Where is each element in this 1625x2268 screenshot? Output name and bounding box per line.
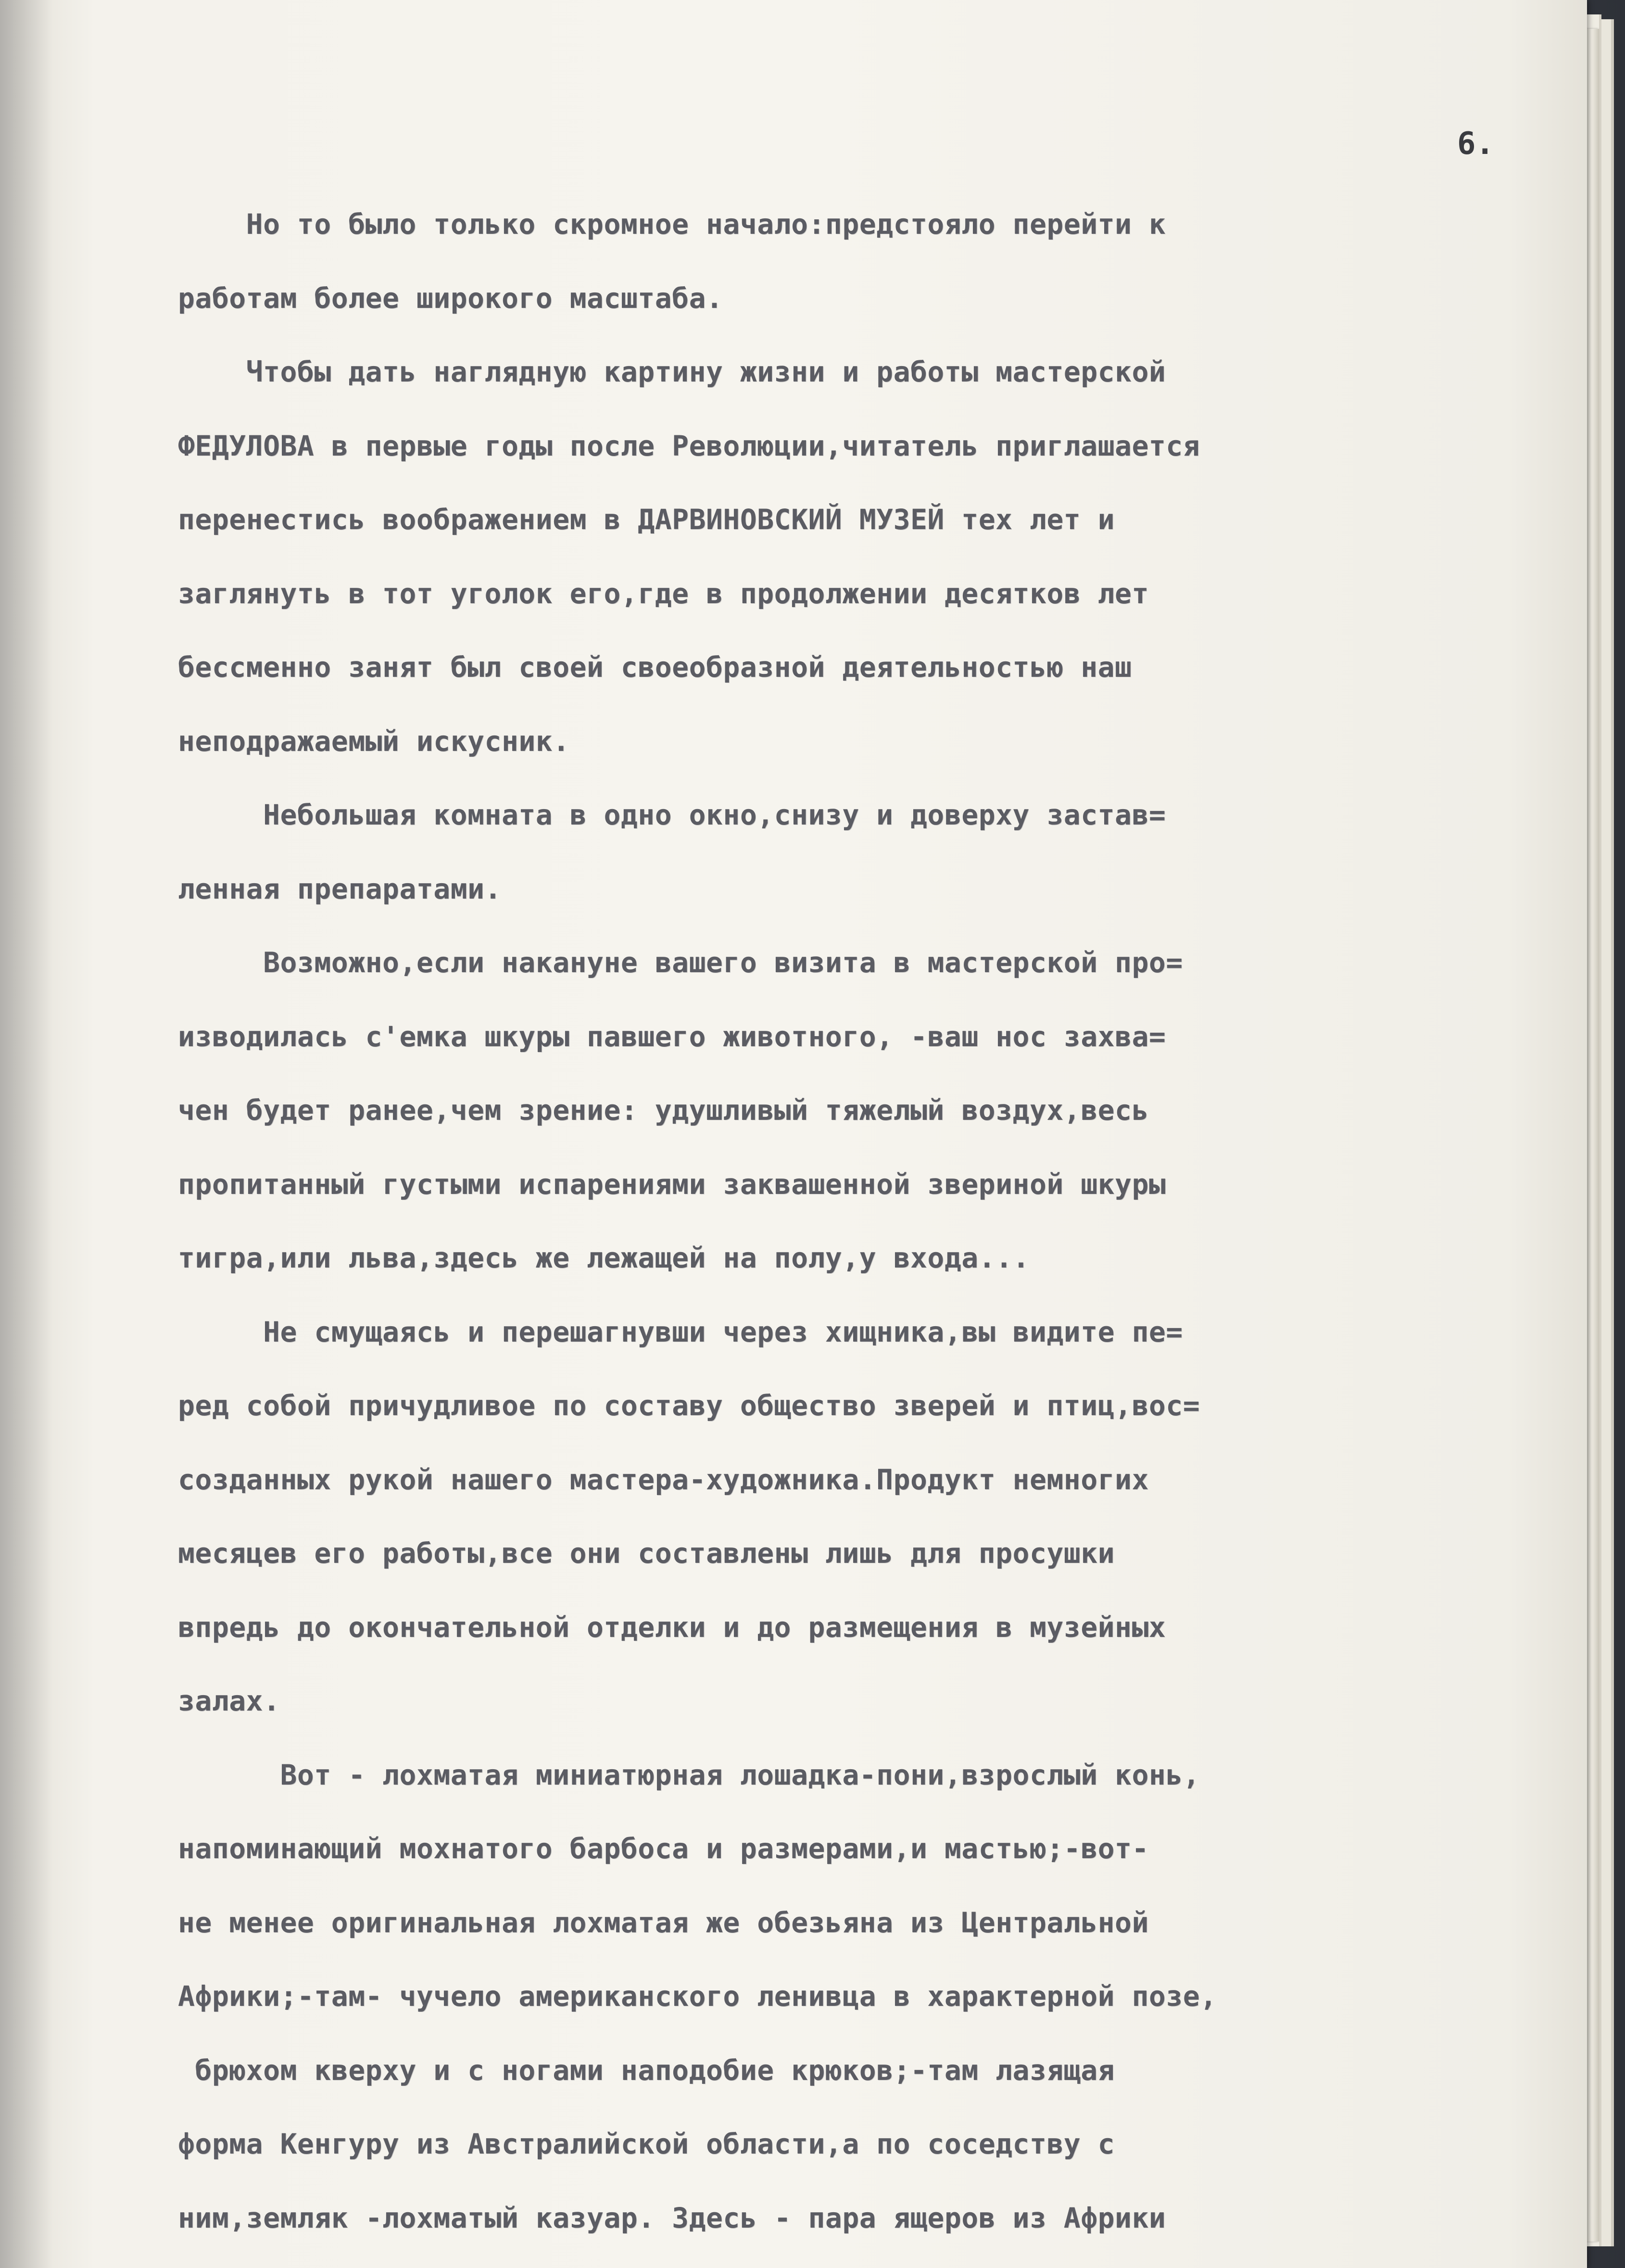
- page-number: 6.: [1457, 126, 1495, 162]
- text-line: брюхом кверху и с ногами наподобие крюков;-там лазящая: [178, 2053, 1115, 2087]
- text-line: тигра,или льва,здесь же лежащей на полу,у входа...: [178, 1242, 1030, 1274]
- text-line: Африки;-там- чучело американского ленивца в характерной позе,: [178, 1980, 1217, 2013]
- text-block: [178, 188, 1524, 2255]
- text-line: ред собой причудливое по составу общество зверей и птиц,вос=: [178, 1389, 1200, 1422]
- text-line: пропитанный густыми испарениями заквашенной звериной шкуры: [178, 1167, 1166, 1201]
- text-line: Чтобы дать наглядную картину жизни и работы мастерской: [178, 355, 1166, 388]
- text-line: ФЕДУЛОВА в первые годы после Революции,читатель приглашается: [178, 429, 1200, 462]
- text-line: созданных рукой нашего мастера-художника.Продукт немногих: [178, 1463, 1149, 1496]
- text-line: залах.: [178, 1685, 280, 1717]
- text-line: изводилась с'емка шкуры павшего животного, -ваш нос захва=: [178, 1020, 1166, 1053]
- text-line: чен будет ранее,чем зрение: удушливый тяжелый воздух,весь: [178, 1094, 1149, 1127]
- text-line: ним,земляк -лохматый казуар. Здесь - пара ящеров из Африки: [178, 2201, 1166, 2234]
- binding-shadow: [0, 0, 53, 2268]
- text-line: ленная препаратами.: [178, 872, 502, 905]
- text-line: Небольшая комната в одно окно,снизу и доверху застав=: [178, 798, 1166, 831]
- text-line: Не смущаясь и перешагнувши через хищника,вы видите пе=: [178, 1315, 1183, 1348]
- text-line: Вот - лохматая миниатюрная лошадка-пони,взрослый конь,: [178, 1758, 1200, 1791]
- text-line: месяцев его работы,все они составлены лишь для просушки: [178, 1537, 1115, 1570]
- text-line: Возможно,если накануне вашего визита в мастерской про=: [178, 946, 1183, 979]
- text-line: бессменно занят был своей своеобразной деятельностью наш: [178, 651, 1132, 684]
- text-line: не менее оригинальная лохматая же обезьяна из Центральной: [178, 1906, 1149, 1939]
- text-line: напоминающий мохнатого барбоса и размерами,и мастью;-вот-: [178, 1832, 1149, 1865]
- text-line: работам более широкого масштаба.: [178, 281, 723, 315]
- text-line: перенестись воображением в ДАРВИНОВСКИЙ МУЗЕЙ тех лет и: [178, 503, 1115, 536]
- text-line: заглянуть в тот уголок его,где в продолжении десятков лет: [178, 577, 1149, 610]
- text-line: форма Кенгуру из Австралийской области,а по соседству с: [178, 2128, 1115, 2160]
- text-line: Но то было только скромное начало:предстояло перейти к: [178, 208, 1166, 241]
- text-line: впредь до окончательной отделки и до размещения в музейных: [178, 1610, 1166, 1644]
- text-line: неподражаемый искусник.: [178, 724, 570, 758]
